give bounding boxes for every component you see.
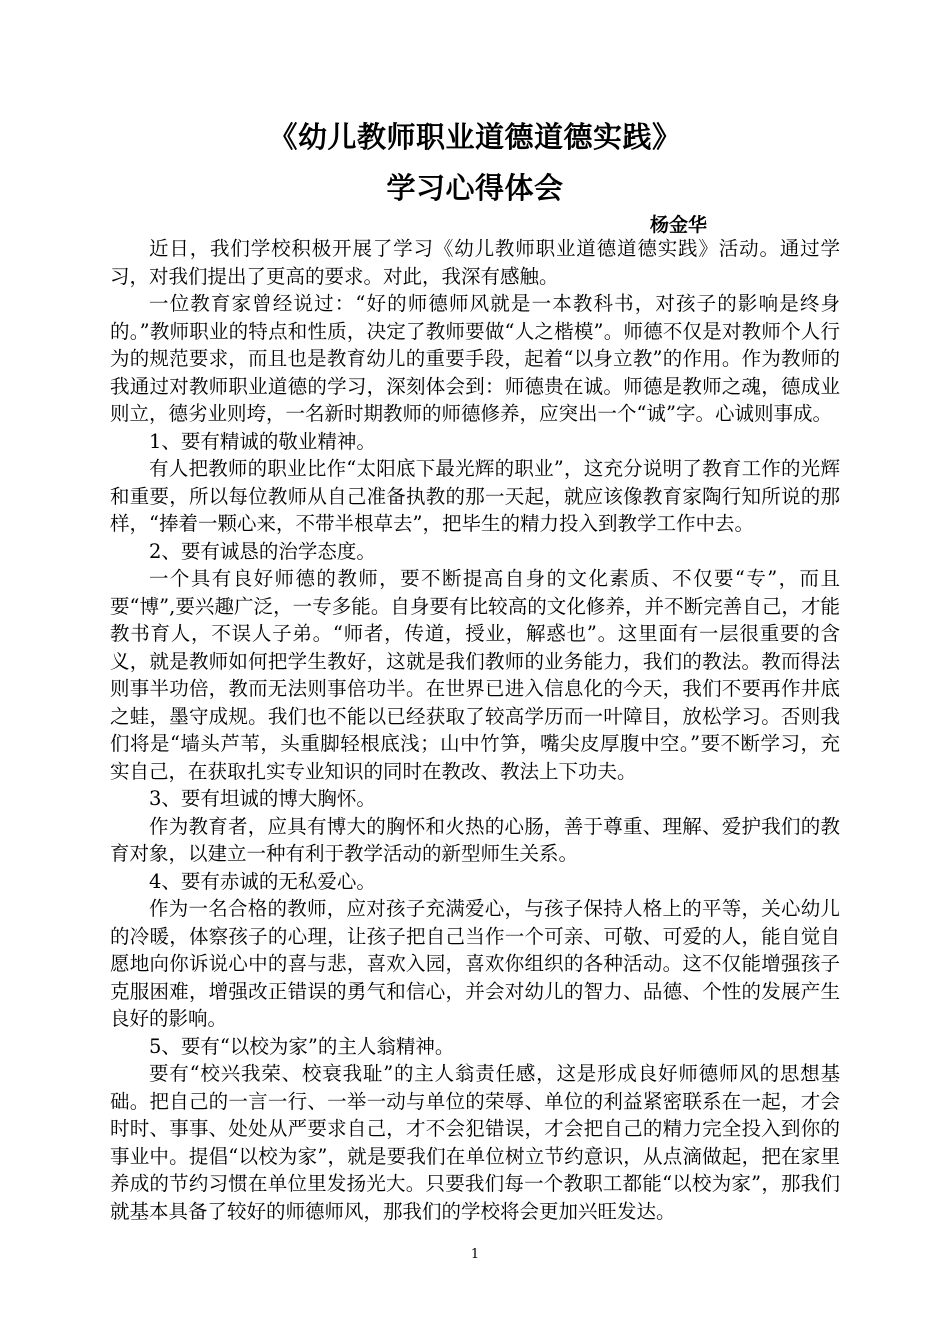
- paragraph-section-1: 有人把教师的职业比作“太阳底下最光辉的职业”，这充分说明了教育工作的光辉和重要，所以每位教师从自己准备执教的那一天起，就应该像教育家陶行知所说的那样，“捧着一颗心来，不带半根草去”，把毕生的精力投入到教学工作中去。: [110, 457, 840, 535]
- paragraph-section-5: 要有“校兴我荣、校衰我耻”的主人翁责任感，这是形成良好师德师风的思想基础。把自己的一言一行、一举一动与单位的荣辱、单位的利益紧密联系在一起，才会时时、事事、处处从严要求自己，才不会犯错误，才会把自己的精力完全投入到你的事业中。提倡“以校为家”，就是要我们在单位树立节约意识，从点滴做起，把在家里养成的节约习惯在单位里发扬光大。只要我们每一个教职工都能“以校为家”，那我们就基本具备了较好的师德师风，那我们的学校将会更加兴旺发达。: [110, 1062, 840, 1223]
- section-heading-4: 4、要有赤诚的无私爱心。: [149, 869, 376, 893]
- author-name: 杨金华: [650, 214, 708, 236]
- paragraph-intro: 近日，我们学校积极开展了学习《幼儿教师职业道德道德实践》活动。通过学习，对我们提出了更高的要求。对此，我深有感触。: [110, 237, 840, 288]
- paragraph-section-4: 作为一名合格的教师，应对孩子充满爱心，与孩子保持人格上的平等，关心幼儿的冷暖，体察孩子的心理，让孩子把自己当作一个可亲、可敬、可爱的人，能自觉自愿地向你诉说心中的喜与悲，喜欢入园，喜欢你组织的各种活动。这不仅能增强孩子克服困难，增强改正错误的勇气和信心，并会对幼儿的智力、品德、个性的发展产生良好的影响。: [110, 897, 840, 1030]
- paragraph-section-2: 一个具有良好师德的教师，要不断提高自身的文化素质、不仅要“专”，而且要“博”,要兴趣广泛，一专多能。自身要有比较高的文化修养，并不断完善自己，才能教书育人，不误人子弟。“师者，传道，授业，解惑也”。这里面有一层很重要的含义，就是教师如何把学生教好，这就是我们教师的业务能力，我们的教法。教而得法则事半功倍，教而无法则事倍功半。在世界已进入信息化的今天，我们不要再作井底之蛙，墨守成规。我们也不能以已经获取了较高学历而一叶障目，放松学习。否则我们将是“墙头芦苇，头重脚轻根底浅；山中竹笋，嘴尖皮厚腹中空。”要不断学习，充实自己，在获取扎实专业知识的同时在教改、教法上下功夫。: [110, 567, 840, 783]
- paragraph-educator-quote: 一位教育家曾经说过：“好的师德师风就是一本教科书，对孩子的影响是终身的。”教师职业的特点和性质，决定了教师要做“人之楷模”。师德不仅是对教师个人行为的规范要求，而且也是教育幼儿的重要手段，起着“以身立教”的作用。作为教师的我通过对教师职业道德的学习，深刻体会到：师德贵在诚。师德是教师之魂，德成业则立，德劣业则垮，一名新时期教师的师德修养，应突出一个“诚”字。心诚则事成。: [110, 292, 840, 425]
- paragraph-section-3: 作为教育者，应具有博大的胸怀和火热的心肠，善于尊重、理解、爱护我们的教育对象，以建立一种有利于教学活动的新型师生关系。: [110, 814, 840, 865]
- section-heading-2: 2、要有诚恳的治学态度。: [149, 539, 376, 563]
- document-title: 《幼儿教师职业道德道德实践》: [268, 120, 682, 154]
- section-heading-3: 3、要有坦诚的博大胸怀。: [149, 787, 376, 810]
- section-heading-5: 5、要有“以校为家”的主人翁精神。: [149, 1034, 455, 1058]
- document-subtitle: 学习心得体会: [386, 171, 564, 205]
- document-body: [110, 235, 840, 1225]
- section-heading-1: 1、要有精诚的敬业精神。: [149, 429, 376, 453]
- page-number: 1: [470, 1247, 480, 1262]
